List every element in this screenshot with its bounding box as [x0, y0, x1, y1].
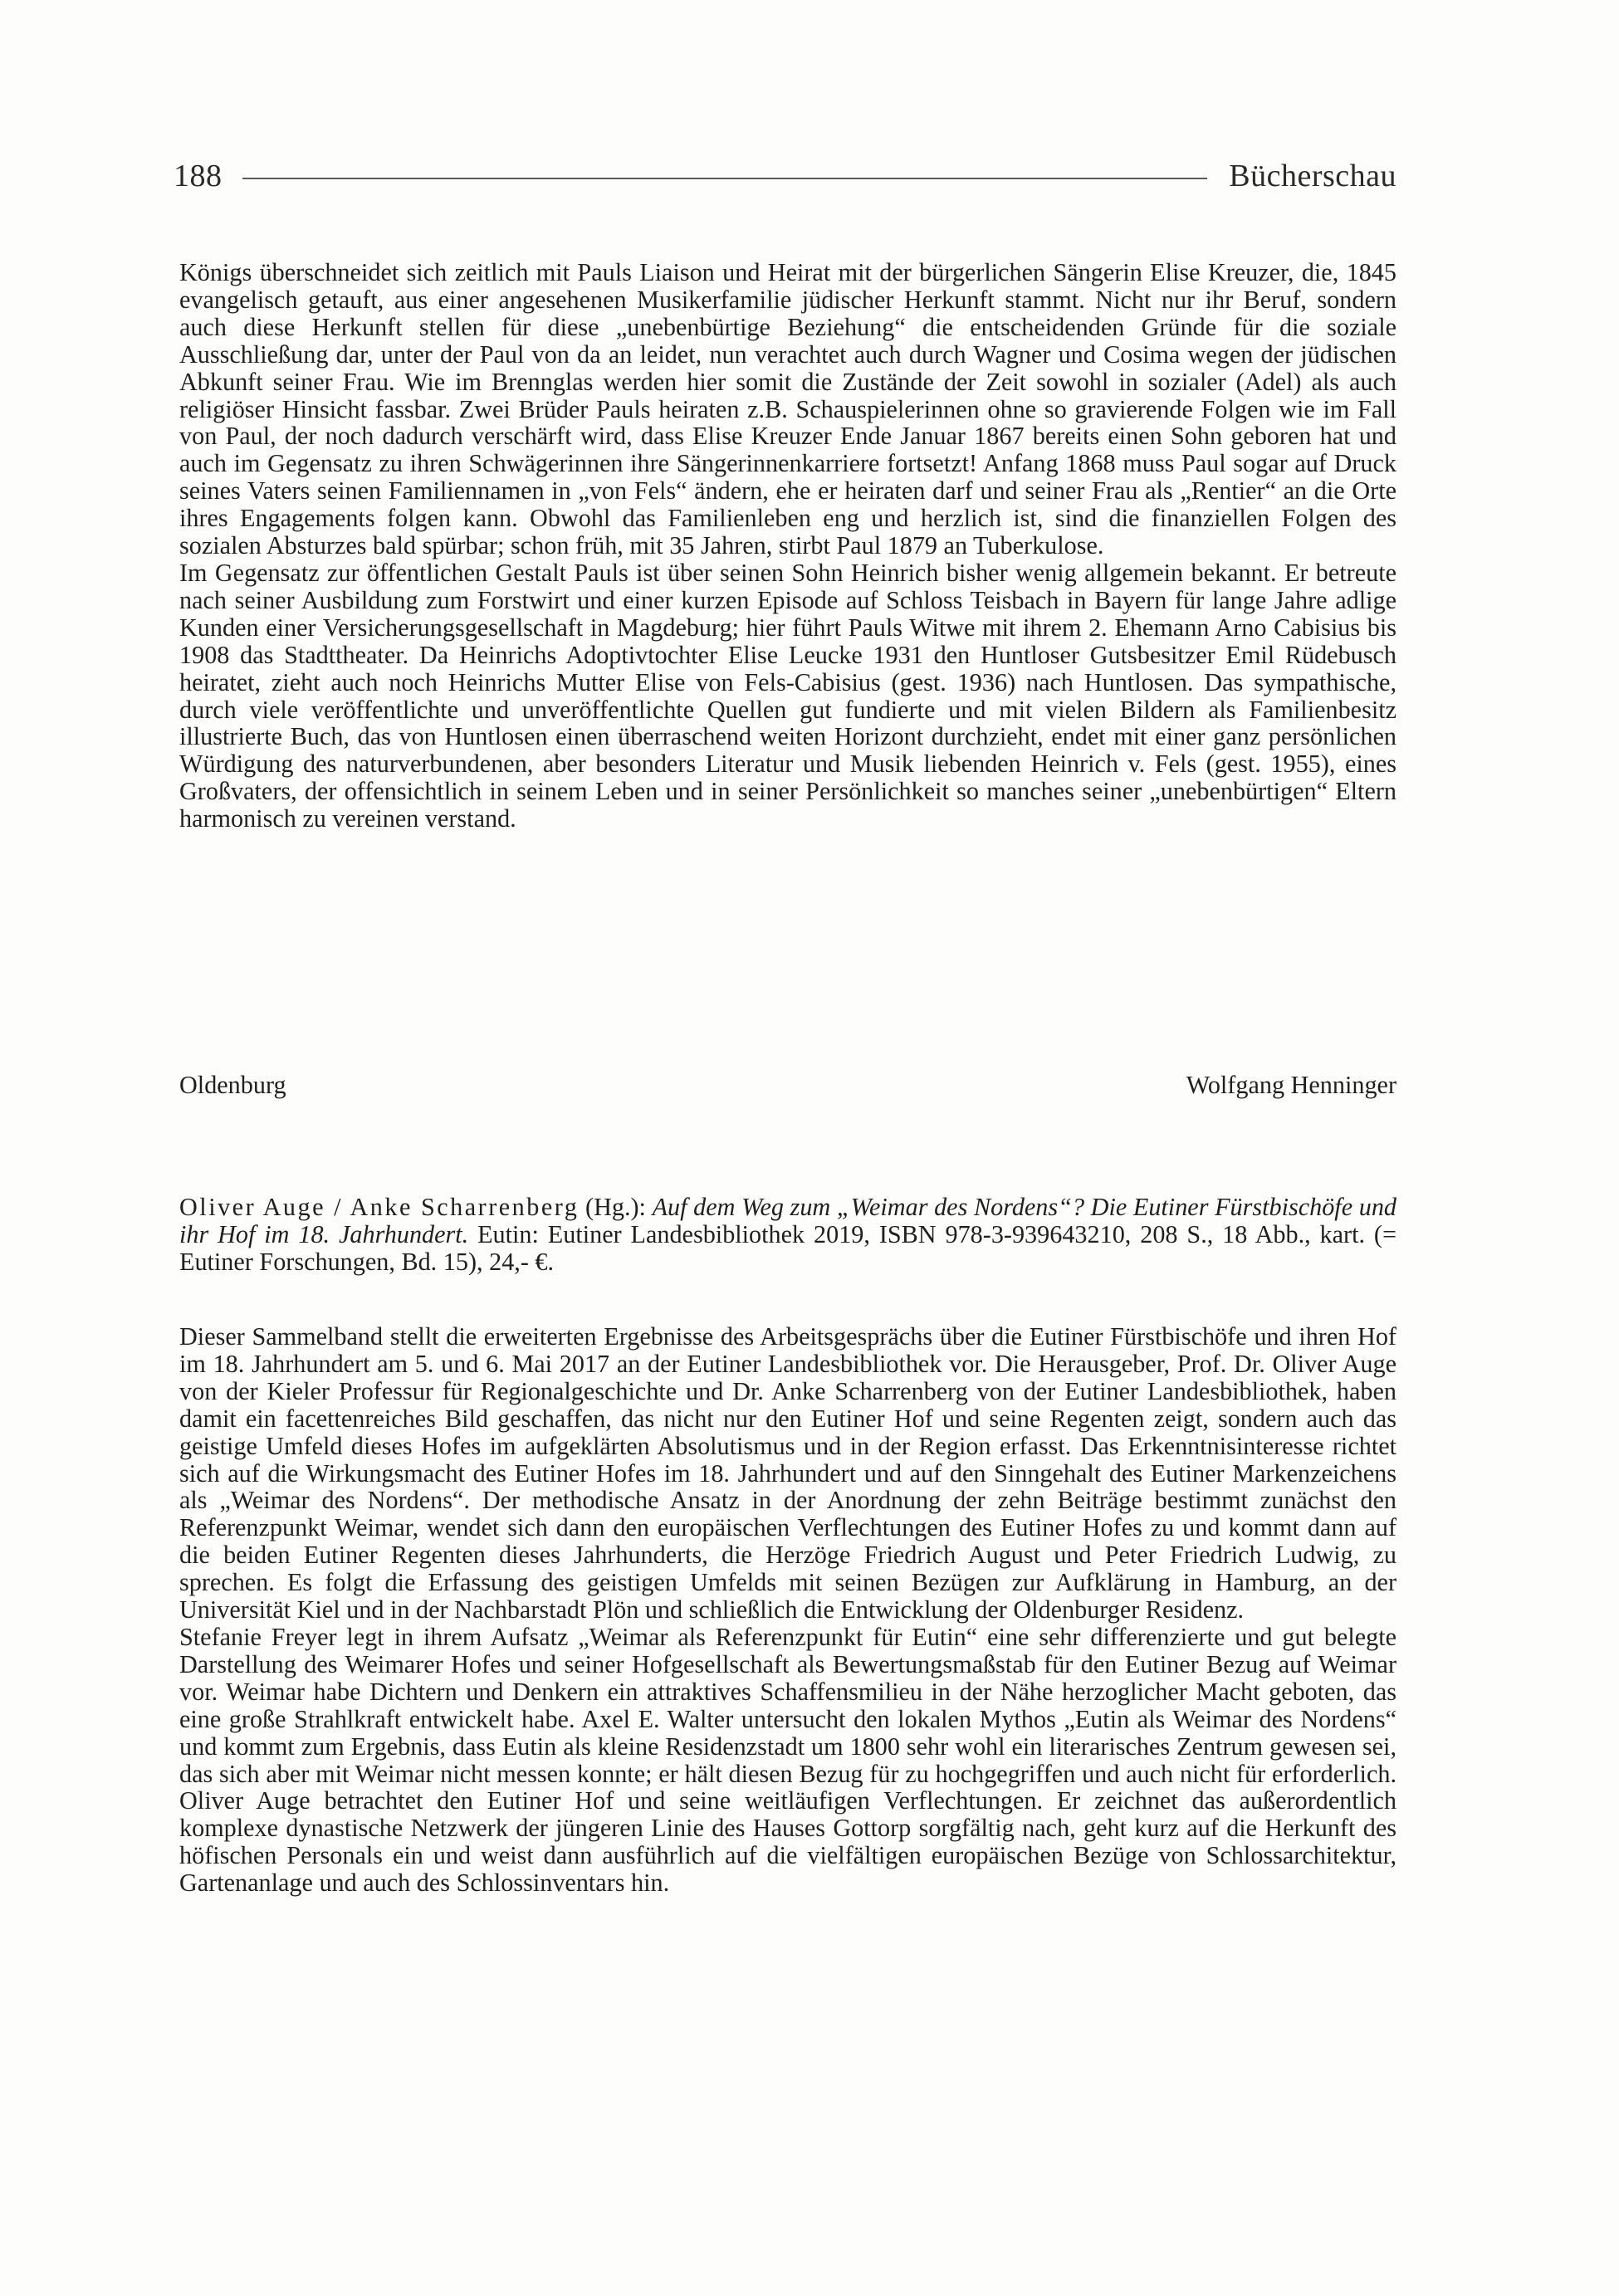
- review-1-paragraph: Königs überschneidet sich zeitlich mit Pauls Liaison und Heirat mit der bürgerlichen Sängerin Elise Kreuzer, die, 1845 evangelisch getauft, aus einer angesehenen Musikerfamilie jüdischer Herkunft stammt. Nicht nur ihr Beruf, sondern auch diese Herkunft stellen für diese „unebenbürtige Beziehung“ die entscheidenden Gründe für die soziale Ausschließung dar, unter der Paul von da an leidet, nun verachtet auch durch Wagner und Cosima wegen der jüdischen Abkunft seiner Frau. Wie im Brennglas werden hier somit die Zustände der Zeit sowohl in sozialer (Adel) als auch religiöser Hinsicht fassbar. Zwei Brüder Pauls heiraten z.B. Schauspielerinnen ohne so gravierende Folgen wie im Fall von Paul, der noch dadurch verschärft wird, dass Elise Kreuzer Ende Januar 1867 bereits einen Sohn geboren hat und auch im Gegensatz zu ihren Schwägerinnen ihre Sängerinnenkarriere fortsetzt! Anfang 1868 muss Paul sogar auf Druck seines Vaters seinen Familiennamen in „von Fels“ ändern, ehe er heiraten darf und seiner Frau als „Rentier“ an die Orte ihres Engagements folgen kann. Obwohl das Familienleben eng und herzlich ist, sind die finanziellen Folgen des sozialen Absturzes bald spürbar; schon früh, mit 35 Jahren, stirbt Paul 1879 an Tuberkulose.: [179, 258, 1396, 560]
- reviewer-place: Oldenburg: [179, 1071, 286, 1099]
- citation-editor-note: (Hg.):: [579, 1193, 653, 1221]
- review-1-paragraph: Im Gegensatz zur öffentlichen Gestalt Pauls ist über seinen Sohn Heinrich bisher wenig allgemein bekannt. Er betreute nach seiner Ausbildung zum Forstwirt und einer kurzen Episode auf Schloss Teisbach in Bayern für lange Jahre adlige Kunden einer Versicherungsgesellschaft in Magdeburg; hier führt Pauls Witwe mit ihrem 2. Ehemann Arno Cabisius bis 1908 das Stadttheater. Da Heinrichs Adoptivtochter Elise Leucke 1931 den Huntloser Gutsbesitzer Emil Rüdebusch heiratet, zieht auch noch Heinrichs Mutter Elise von Fels-Cabisius (gest. 1936) nach Huntlosen. Das sympathische, durch viele veröffentlichte und unveröffentlichte Quellen gut fundierte und mit vielen Bildern als Familienbesitz illustrierte Buch, das von Huntlosen einen überraschend weiten Horizont durchzieht, endet mit einer ganz persönlichen Würdigung des naturverbundenen, aber besonders Literatur und Musik liebenden Heinrich v. Fels (gest. 1955), eines Großvaters, der offensichtlich in seinem Leben und in seiner Persönlichkeit so manches seiner „unebenbürtigen“ Eltern harmonisch zu vereinen verstand.: [179, 558, 1396, 833]
- review-2-paragraph: Dieser Sammelband stellt die erweiterten Ergebnisse des Arbeitsgesprächs über die Eutiner Fürstbischöfe und ihren Hof im 18. Jahrhundert am 5. und 6. Mai 2017 an der Eutiner Landesbibliothek vor. Die Herausgeber, Prof. Dr. Oliver Auge von der Kieler Professur für Regionalgeschichte und Dr. Anke Scharrenberg von der Eutiner Landesbibliothek, haben damit ein facettenreiches Bild geschaffen, das nicht nur den Eutiner Hof und seine Regenten zeigt, sondern auch das geistige Umfeld dieses Hofes im aufgeklärten Absolutismus und in der Region erfasst. Das Erkenntnisinteresse richtet sich auf die Wirkungsmacht des Eutiner Hofes im 18. Jahrhundert und auf den Sinngehalt des Eutiner Markenzeichens als „Weimar des Nordens“. Der methodische Ansatz in der Anordnung der zehn Beiträge bestimmt zunächst den Referenzpunkt Weimar, wendet sich dann den europäischen Verflechtungen des Eutiner Hofes zu und kommt dann auf die beiden Eutiner Regenten dieses Jahrhunderts, die Herzöge Friedrich August und Peter Friedrich Ludwig, zu sprechen. Es folgt die Erfassung des geistigen Umfelds mit seinen Bezügen zur Aufklärung in Hamburg, an der Universität Kiel und in der Nachbarstadt Plön und schließlich die Entwicklung der Oldenburger Residenz.: [179, 1322, 1396, 1624]
- citation-authors: Oliver Auge / Anke Scharrenberg: [179, 1193, 580, 1221]
- review-1-signature: [179, 1071, 1396, 1099]
- page-number: 188: [174, 159, 223, 193]
- citation-details: Eutin: Eutiner Landesbibliothek 2019, ISBN 978-3-939643210, 208 S., 18 Abb., kart. (= Eutiner Forschungen, Bd. 15), 24,- €.: [179, 1220, 1396, 1276]
- review-1-body: [179, 259, 1396, 833]
- review-2-citation: [179, 1194, 1396, 1276]
- review-2-body: [179, 1323, 1396, 1897]
- header-rule: [242, 178, 1208, 179]
- review-2-paragraph: Stefanie Freyer legt in ihrem Aufsatz „Weimar als Referenzpunkt für Eutin“ eine sehr differenzierte und gut belegte Darstellung des Weimarer Hofes und seiner Hofgesellschaft als Bewertungsmaßstab für den Eutiner Bezug auf Weimar vor. Weimar habe Dichtern und Denkern ein attraktives Schaffensmilieu in der Nähe herzoglicher Macht geboten, das eine große Strahlkraft entwickelt habe. Axel E. Walter untersucht den lokalen Mythos „Eutin als Weimar des Nordens“ und kommt zum Ergebnis, dass Eutin als kleine Residenzstadt um 1800 sehr wohl ein literarisches Zentrum gewesen sei, das sich aber mit Weimar nicht messen konnte; er hält diesen Bezug für zu hochgegriffen und auch nicht für erforderlich. Oliver Auge betrachtet den Eutiner Hof und seine weitläufigen Verflechtungen. Er zeichnet das außerordentlich komplexe dynastische Netzwerk der jüngeren Linie des Hauses Gottorp sorgfältig nach, geht kurz auf die Herkunft des höfischen Personals ein und weist dann ausführlich auf die vielfältigen europäischen Bezüge von Schlossarchitektur, Gartenanlage und auch des Schlossinventars hin.: [179, 1622, 1396, 1898]
- section-title: Bücherschau: [1229, 159, 1396, 193]
- running-head: [174, 154, 1396, 198]
- citation-title: Auf dem Weg zum „Weimar des Nordens“? Die Eutiner Fürstbischöfe und ihr Hof im 18. Jahrhundert.: [179, 1193, 1397, 1248]
- reviewer-name: Wolfgang Henninger: [1186, 1071, 1396, 1099]
